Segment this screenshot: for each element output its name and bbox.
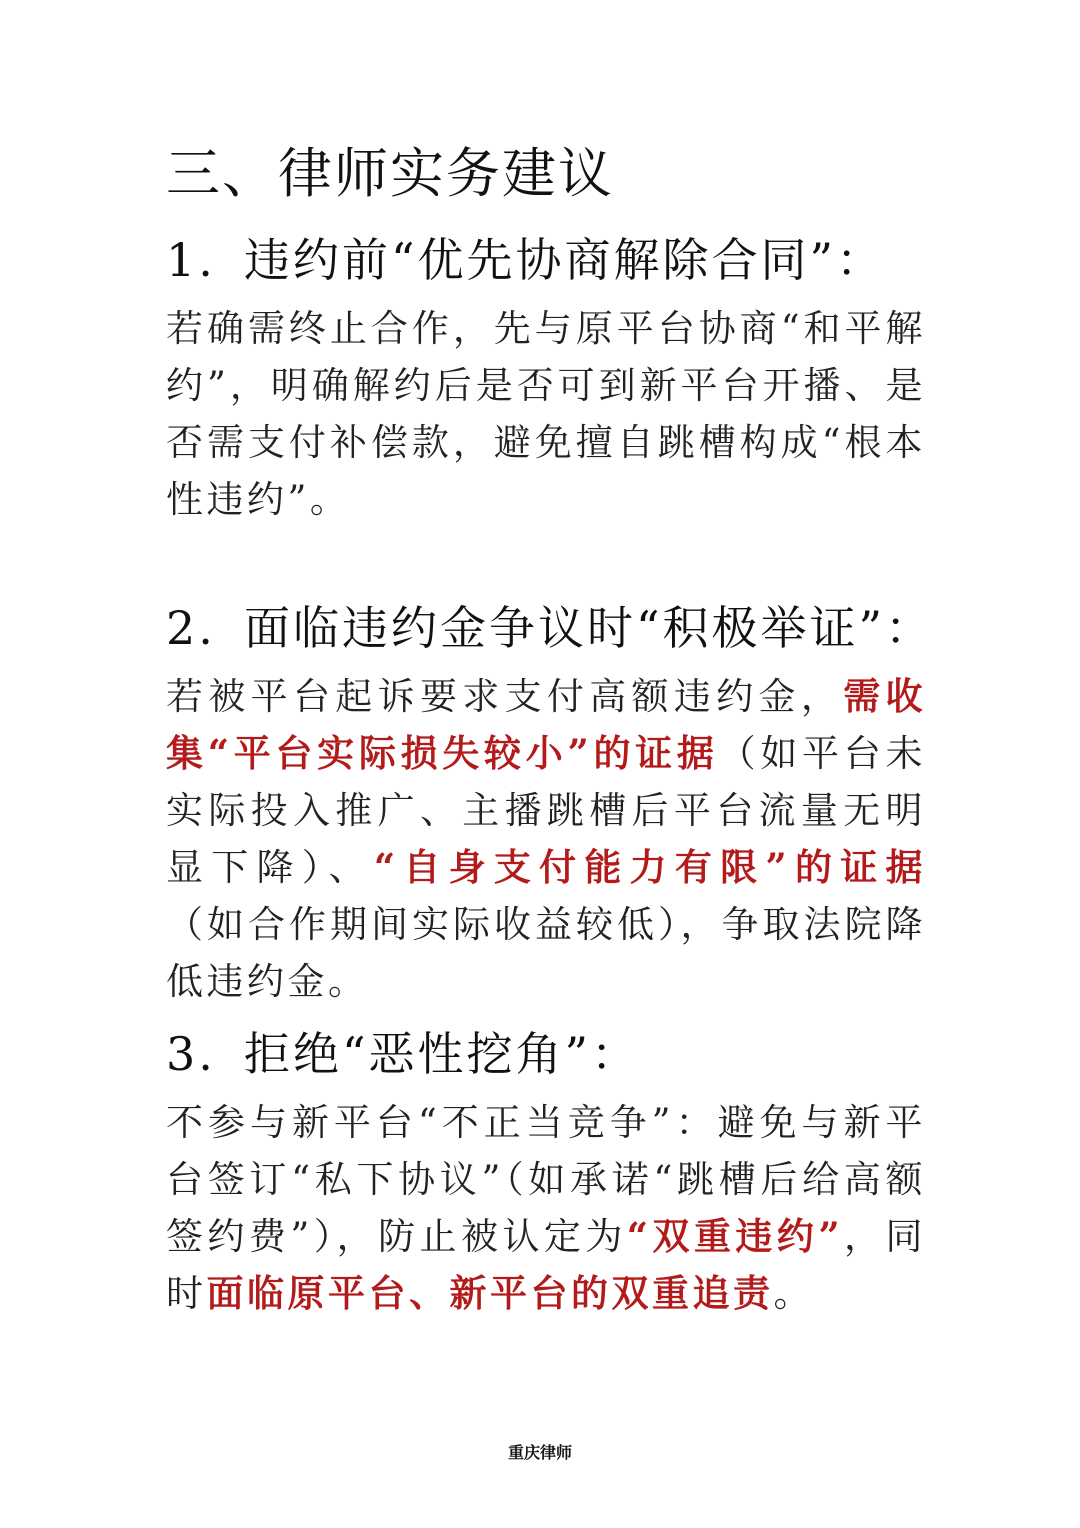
body-text: （如平台未实际投入推广、主播跳槽后平台流量无明显下降）、 bbox=[166, 732, 926, 889]
section-body bbox=[166, 668, 926, 1010]
section-heading-text: 违约前“优先协商解除合同”： bbox=[244, 233, 886, 287]
section-heading bbox=[166, 230, 926, 290]
highlight-text: “自身支付能力有限”的证据 bbox=[373, 845, 926, 889]
body-text: ，同时 bbox=[166, 1215, 927, 1315]
body-text: （如合作期间实际收益较低），争取法院降低违约金。 bbox=[166, 903, 926, 1003]
highlight-text: 需收集“平台实际损失较小”的证据 bbox=[166, 674, 927, 775]
page-footer: 重庆律师 bbox=[507, 1443, 572, 1462]
section-3 bbox=[166, 1024, 926, 1322]
section-body bbox=[166, 300, 926, 528]
highlight-text: 面临原平台、新平台的双重追责 bbox=[206, 1271, 774, 1315]
section-heading-text: 拒绝“恶性挖角”： bbox=[244, 1027, 641, 1081]
section-heading-text: 面临违约金争议时“积极举证”： bbox=[244, 601, 935, 655]
section-number: 1. bbox=[166, 233, 216, 287]
section-body bbox=[166, 1094, 926, 1322]
section-number: 2. bbox=[166, 601, 216, 655]
section-1 bbox=[166, 230, 926, 528]
section-heading bbox=[166, 598, 935, 658]
body-text: 。 bbox=[773, 1272, 814, 1315]
body-text: 若确需终止合作，先与原平台协商“和平解约”，明确解约后是否可到新平台开播、是否需支付补偿款，避免擅自跳槽构成“根本性违约”。 bbox=[166, 307, 926, 521]
body-text: 若被平台起诉要求支付高额违约金， bbox=[166, 675, 844, 718]
body-text: 不参与新平台“不正当竞争”：避免与新平台签订“私下协议”（如承诺“跳槽后给高额签约费”），防止被认定为 bbox=[166, 1101, 926, 1258]
highlight-text: “双重违约” bbox=[626, 1214, 844, 1258]
page-title: 三、律师实务建议 bbox=[166, 142, 614, 205]
section-number: 3. bbox=[166, 1027, 216, 1081]
section-heading bbox=[166, 1024, 926, 1084]
section-2 bbox=[166, 598, 935, 1010]
